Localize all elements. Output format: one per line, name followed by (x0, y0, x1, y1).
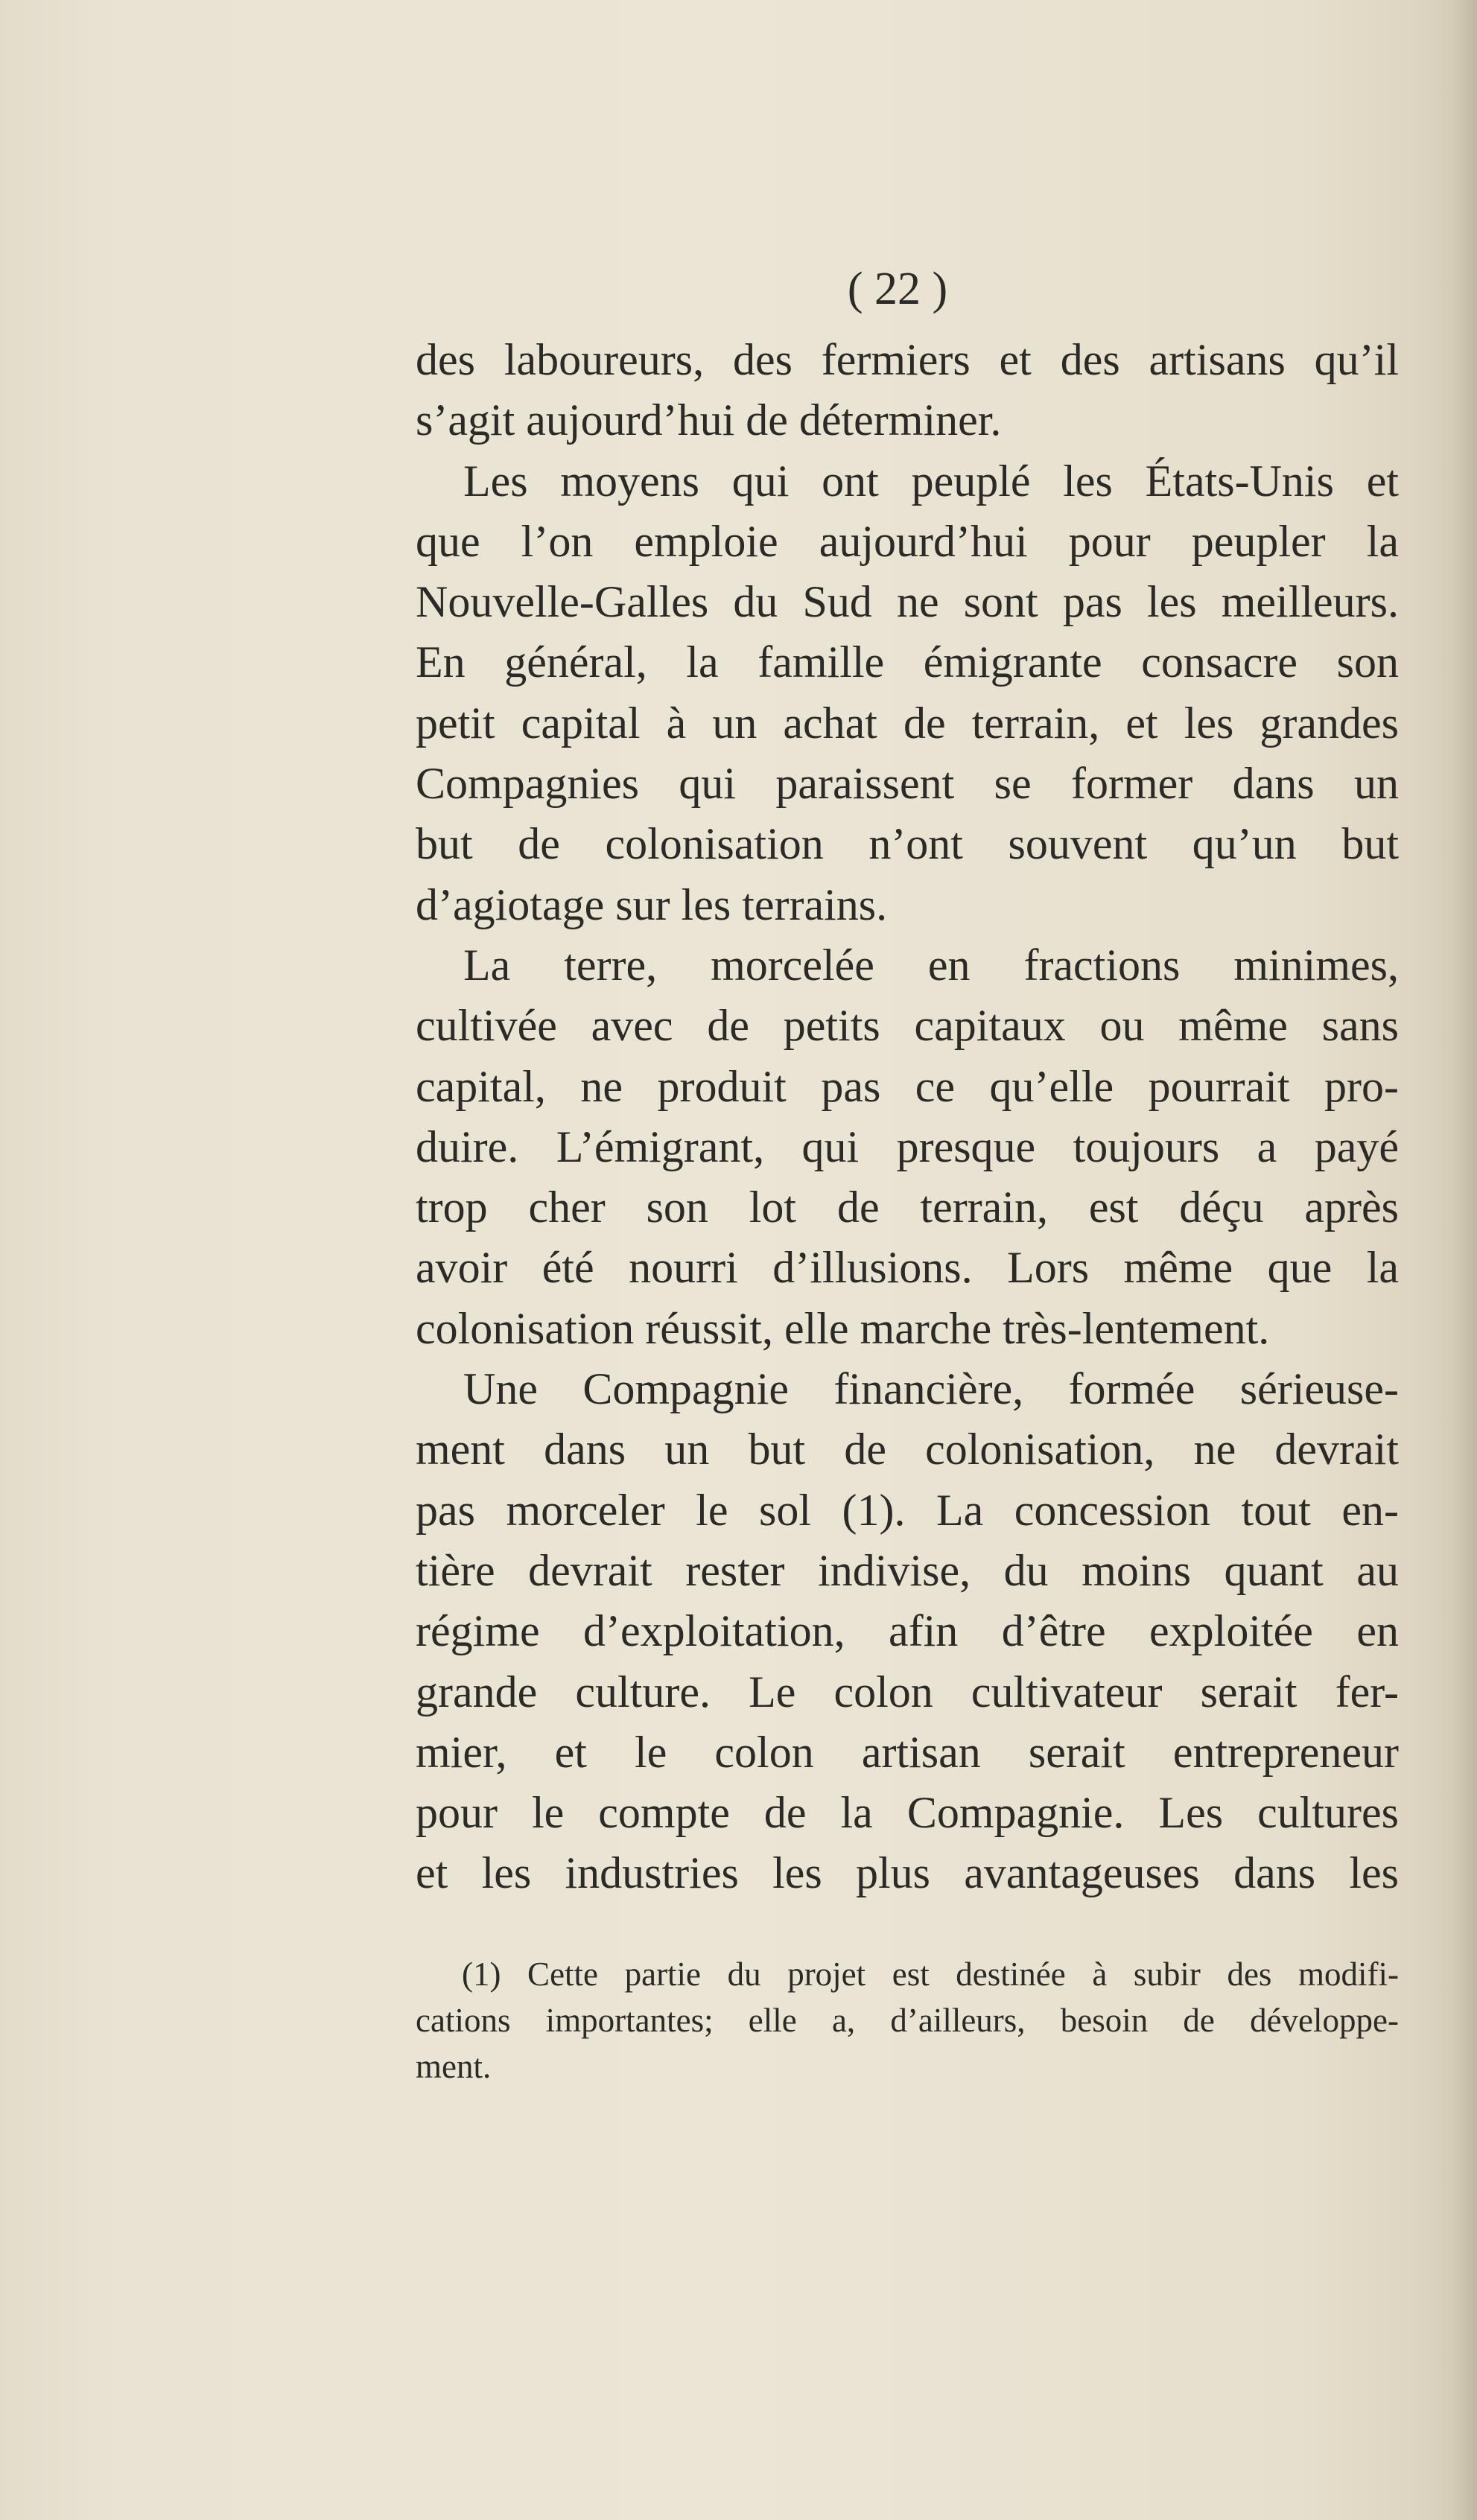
text-line: pas morceler le sol (1). La concession tout en- (416, 1485, 1399, 1535)
text-line: En général, la famille émigrante consacre son (416, 637, 1399, 687)
footnote-line: cations importantes; elle a, d’ailleurs, besoin de développe- (416, 2002, 1399, 2039)
footnotes (416, 1951, 1399, 2090)
text-line: d’agiotage sur les terrains. (416, 879, 888, 929)
text-line: Les moyens qui ont peuplé les États-Unis et (463, 456, 1399, 506)
body-text (416, 330, 1399, 1904)
text-line: Une Compagnie financière, formée sérieuse- (463, 1364, 1399, 1414)
text-line: duire. L’émigrant, qui presque toujours a payé (416, 1121, 1399, 1171)
text-line: que l’on emploie aujourd’hui pour peupler la (416, 516, 1399, 566)
text-line: des laboureurs, des fermiers et des artisans qu’il (416, 335, 1399, 384)
text-line: cultivée avec de petits capitaux ou même sans (416, 1001, 1399, 1051)
text-line: régime d’exploitation, afin d’être exploitée en (416, 1606, 1399, 1656)
text-line: mier, et le colon artisan serait entrepreneur (416, 1727, 1399, 1777)
text-line: pour le compte de la Compagnie. Les cultures (416, 1788, 1399, 1838)
text-line: petit capital à un achat de terrain, et les grandes (416, 698, 1399, 748)
text-line: La terre, morcelée en fractions minimes, (463, 940, 1399, 990)
text-line: ment dans un but de colonisation, ne devrait (416, 1425, 1399, 1474)
text-line: s’agit aujourd’hui de déterminer. (416, 395, 1002, 445)
page-number: ( 22 ) (847, 264, 948, 314)
text-line: trop cher son lot de terrain, est déçu après (416, 1183, 1399, 1232)
text-line: avoir été nourri d’illusions. Lors même que la (416, 1243, 1399, 1293)
text-line: Nouvelle-Galles du Sud ne sont pas les meilleurs. (416, 577, 1399, 627)
text-line: et les industries les plus avantageuses dans les (416, 1848, 1399, 1898)
text-line: colonisation réussit, elle marche très-lentement. (416, 1303, 1270, 1353)
text-line: tière devrait rester indivise, du moins quant au (416, 1545, 1399, 1595)
text-line: Compagnies qui paraissent se former dans un (416, 759, 1399, 809)
text-line: but de colonisation n’ont souvent qu’un but (416, 819, 1399, 869)
text-line: capital, ne produit pas ce qu’elle pourrait pro- (416, 1061, 1399, 1111)
footnote-line: (1) Cette partie du projet est destinée à subir des modifi- (462, 1956, 1399, 1993)
page-edge-shadow (1455, 0, 1477, 2520)
text-line: grande culture. Le colon cultivateur serait fer- (416, 1667, 1399, 1716)
footnote-line: ment. (416, 2048, 492, 2085)
